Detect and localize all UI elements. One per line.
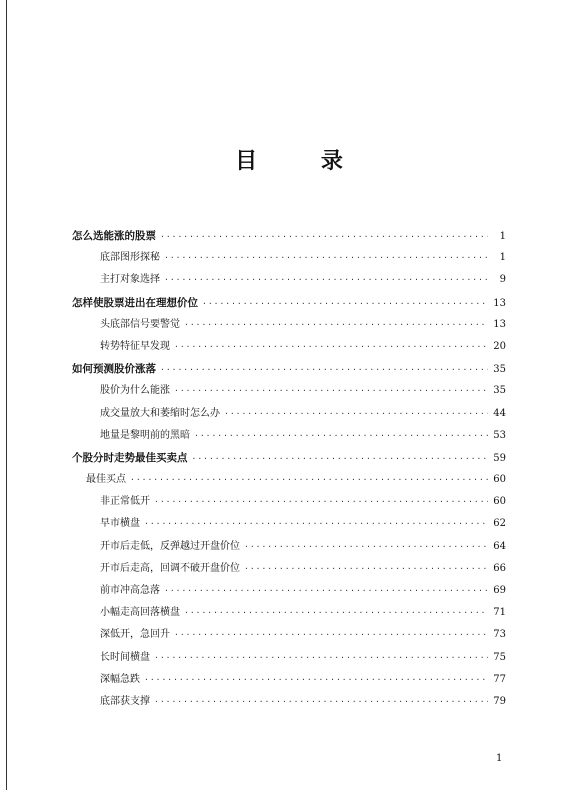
toc-entry-page-number: 20 <box>493 340 506 352</box>
toc-dot-leader <box>174 336 488 358</box>
toc-entry-label: 底部获支撑 <box>100 695 150 707</box>
toc-dot-leader <box>192 448 489 470</box>
toc-entry-label: 地量是黎明前的黑暗 <box>100 429 190 441</box>
toc-dot-leader <box>224 403 488 425</box>
toc-section-entry[interactable] <box>72 602 506 624</box>
toc-entry-label: 主打对象选择 <box>100 274 160 286</box>
toc-section-entry[interactable] <box>72 647 506 669</box>
toc-section-entry[interactable] <box>72 336 506 358</box>
toc-entry-page-number: 35 <box>493 364 506 376</box>
page-title: 目 录 <box>235 149 371 174</box>
toc-section-entry[interactable] <box>72 269 506 291</box>
toc-section-entry[interactable] <box>72 491 506 513</box>
toc-entry-label: 深幅急跌 <box>100 673 140 685</box>
toc-entry-page-number: 66 <box>493 562 506 574</box>
toc-entry-label: 长时间横盘 <box>100 651 150 663</box>
toc-entry-label: 小幅走高回落横盘 <box>100 607 180 619</box>
toc-entry-label: 怎样使股票进出在理想价位 <box>72 296 198 309</box>
toc-entry-page-number: 79 <box>493 695 506 707</box>
toc-section-entry[interactable] <box>72 513 506 535</box>
toc-section-entry[interactable] <box>72 425 506 447</box>
toc-dot-leader <box>202 293 488 315</box>
toc-dot-leader <box>144 669 488 691</box>
toc-entry-page-number: 77 <box>493 673 506 685</box>
toc-entry-label: 怎么选能涨的股票 <box>72 230 156 242</box>
toc-section-entry[interactable] <box>72 247 506 269</box>
toc-chapter-entry[interactable] <box>72 225 506 247</box>
toc-entry-page-number: 59 <box>493 452 506 464</box>
toc-entry-label: 前市冲高急落 <box>100 585 160 596</box>
toc-entry-label: 成交量放大和萎缩时怎么办 <box>100 407 220 419</box>
toc-entry-label: 头底部信号要警觉 <box>100 318 180 330</box>
table-of-contents <box>72 225 506 713</box>
toc-entry-label: 最佳买点 <box>86 474 126 486</box>
toc-dot-leader <box>244 536 488 558</box>
toc-entry-label: 开市后走低，反弹越过开盘价位 <box>100 540 240 552</box>
toc-entry-page-number: 35 <box>493 385 506 397</box>
toc-dot-leader <box>184 314 488 336</box>
toc-section-entry[interactable] <box>72 624 506 646</box>
toc-entry-label: 个股分时走势最佳买卖点 <box>72 451 188 464</box>
toc-entry-page-number: 73 <box>493 629 506 641</box>
toc-section-entry[interactable] <box>72 558 506 580</box>
toc-chapter-entry[interactable] <box>72 292 506 314</box>
toc-section-entry[interactable] <box>72 380 506 402</box>
toc-chapter-entry[interactable] <box>72 447 506 469</box>
toc-entry-page-number: 1 <box>499 231 506 242</box>
toc-entry-label: 非正常低开 <box>100 496 150 508</box>
toc-dot-leader <box>194 425 488 447</box>
toc-section-entry[interactable] <box>72 314 506 336</box>
toc-entry-page-number: 9 <box>499 274 506 286</box>
toc-entry-page-number: 71 <box>493 607 506 619</box>
toc-entry-page-number: 13 <box>493 297 506 309</box>
page-binding-line <box>6 0 7 790</box>
toc-entry-page-number: 1 <box>499 252 506 264</box>
toc-entry-label: 股价为什么能涨 <box>100 385 170 397</box>
toc-dot-leader <box>130 469 488 491</box>
page-number: 1 <box>496 753 503 764</box>
toc-dot-leader <box>154 647 488 669</box>
toc-dot-leader <box>174 624 488 646</box>
toc-entry-page-number: 62 <box>493 518 506 530</box>
toc-section-entry[interactable] <box>72 669 506 691</box>
toc-entry-page-number: 69 <box>493 585 506 596</box>
toc-entry-label: 早市横盘 <box>100 518 140 530</box>
toc-entry-label: 底部图形探秘 <box>100 252 160 264</box>
toc-dot-leader <box>174 380 488 402</box>
toc-dot-leader <box>160 359 488 381</box>
toc-entry-label: 开市后走高，回调不破开盘价位 <box>100 562 240 574</box>
toc-entry-page-number: 13 <box>493 318 506 330</box>
toc-dot-leader <box>164 247 488 269</box>
toc-dot-leader <box>144 513 488 535</box>
toc-section-entry[interactable] <box>72 536 506 558</box>
toc-dot-leader <box>154 691 488 713</box>
toc-dot-leader <box>164 580 488 602</box>
toc-section-entry[interactable] <box>72 403 506 425</box>
toc-entry-label: 转势特征早发现 <box>100 340 170 352</box>
toc-entry-page-number: 60 <box>493 496 506 508</box>
toc-entry-page-number: 75 <box>493 651 506 663</box>
toc-dot-leader <box>160 226 488 248</box>
toc-section-entry[interactable] <box>72 469 506 491</box>
toc-entry-page-number: 53 <box>493 429 506 441</box>
toc-entry-label: 深低开，急回升 <box>100 629 170 641</box>
toc-entry-page-number: 64 <box>493 540 506 552</box>
toc-dot-leader <box>164 269 488 291</box>
toc-section-entry[interactable] <box>72 691 506 713</box>
toc-entry-page-number: 44 <box>493 407 506 419</box>
toc-chapter-entry[interactable] <box>72 358 506 380</box>
toc-dot-leader <box>184 602 488 624</box>
toc-entry-page-number: 60 <box>493 474 506 486</box>
toc-section-entry[interactable] <box>72 580 506 602</box>
toc-dot-leader <box>244 558 488 580</box>
toc-dot-leader <box>154 491 488 513</box>
toc-entry-label: 如何预测股价涨落 <box>72 363 156 376</box>
